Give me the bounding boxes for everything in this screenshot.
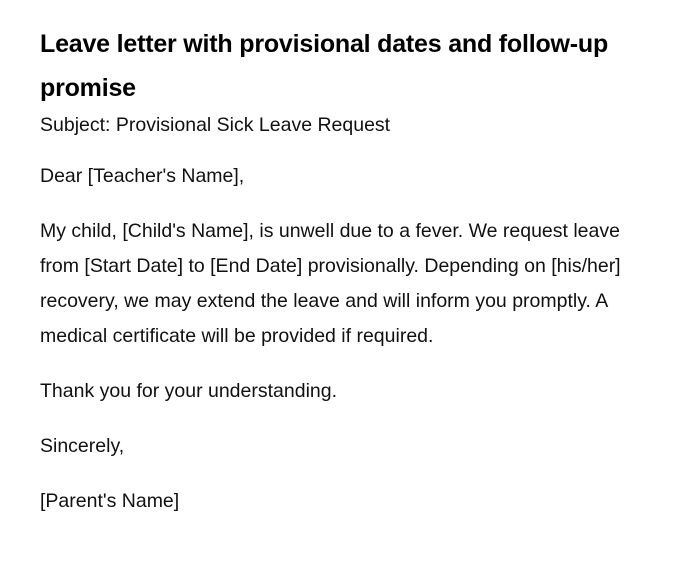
letter-signature: [Parent's Name] [40, 490, 180, 512]
letter-body: My child, [Child's Name], is unwell due to a fever. We request leave from [Start Date] to [End Date] provisionally. Depending on [his/her] recovery, we may extend the leave and will inform you promptly. A medical certificate will be provided if required. [40, 220, 621, 347]
letter-salutation: Dear [Teacher's Name], [40, 165, 245, 187]
letter-subject: Subject: Provisional Sick Leave Request [40, 114, 391, 136]
letter-thanks: Thank you for your understanding. [40, 380, 338, 402]
letter-title: Leave letter with provisional dates and follow-up promise [40, 30, 609, 102]
letter-closing: Sincerely, [40, 435, 125, 457]
